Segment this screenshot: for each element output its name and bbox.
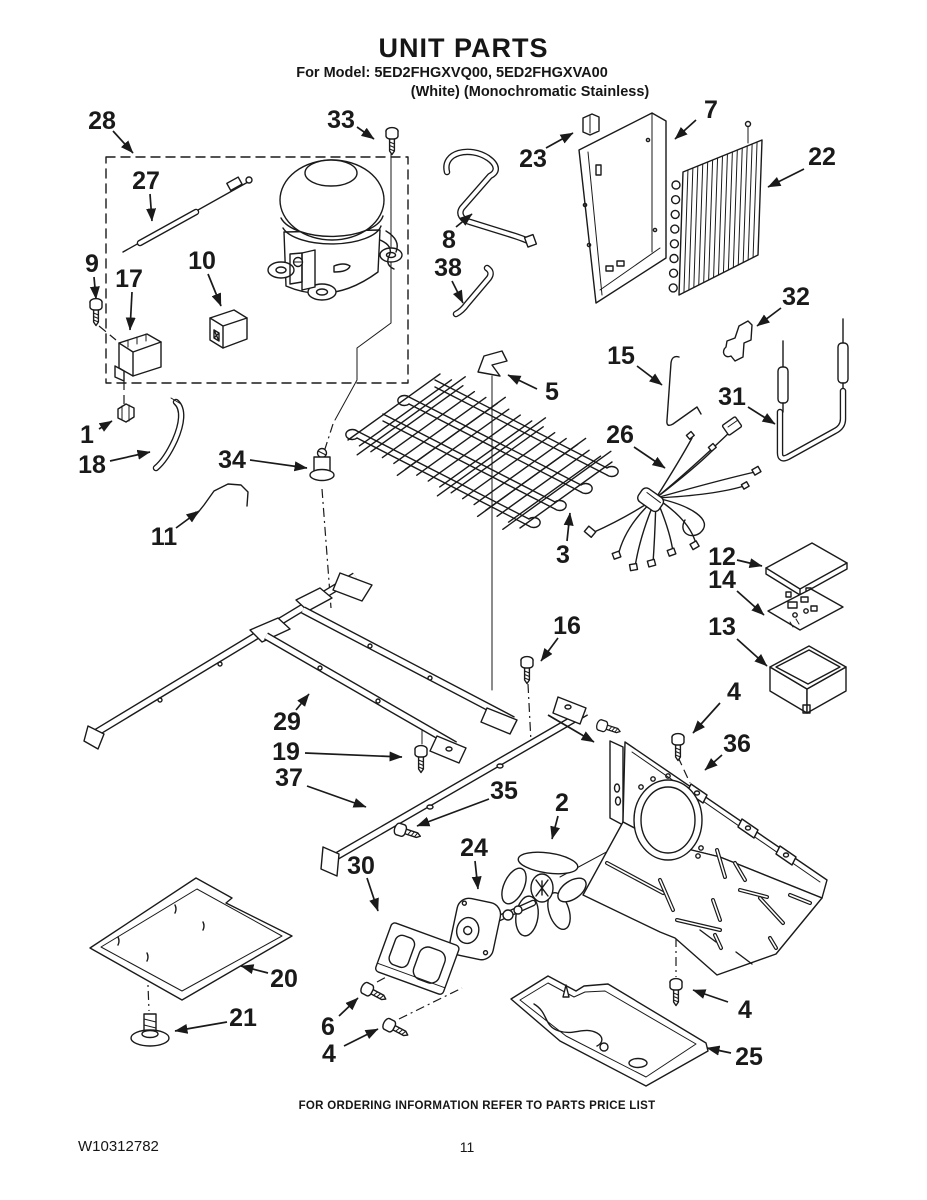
callout-number-35: 35 [490,777,518,805]
document-number: W10312782 [78,1138,159,1155]
model-line: For Model: 5ED2FHGXVQ00, 5ED2FHGXVA00 [296,65,608,81]
control-cover-illustration [766,543,847,597]
callout-number-36: 36 [723,730,751,758]
screw-4-bottom [670,979,682,1006]
base-plate-illustration [583,741,827,975]
callout-number-23: 23 [519,145,547,173]
drain-tube-18-illustration [156,398,181,468]
callout-arrow-2 [552,816,558,839]
callout-number-26: 26 [606,421,634,449]
callout-arrow-36 [705,755,722,770]
wire-clip-11-illustration [193,484,248,517]
page-title: UNIT PARTS [378,33,549,63]
callout-number-1: 1 [80,421,94,449]
callout-arrow-26 [634,447,665,468]
callout-number-18: 18 [78,451,106,479]
callout-arrow-34 [250,460,307,468]
clip-23-illustration [583,114,599,135]
callout-arrow-4 [693,990,728,1002]
relay-illustration [115,334,161,381]
condenser-coil-illustration [669,122,762,296]
callout-arrow-27 [150,194,152,221]
callout-number-29: 29 [273,708,301,736]
control-board-illustration [768,589,843,630]
callout-arrow-12 [737,560,762,566]
callout-number-31: 31 [718,383,746,411]
callout-number-19: 19 [272,738,300,766]
callout-number-17: 17 [115,265,143,293]
callout-number-22: 22 [808,143,836,171]
callout-number-37: 37 [275,764,303,792]
screw-4-left [381,1017,410,1040]
callout-arrow-38 [452,281,463,303]
callout-number-34: 34 [218,446,246,474]
callout-arrow-4 [344,1029,378,1046]
callout-arrow-17 [130,292,132,330]
callout-number-10: 10 [188,247,216,275]
callout-arrow-31 [748,407,775,424]
ordering-note: FOR ORDERING INFORMATION REFER TO PARTS PRICE LIST [298,1100,656,1112]
callout-number-20: 20 [270,965,298,993]
bracket-32-illustration [724,321,752,361]
callout-number-33: 33 [327,106,355,134]
callout-arrow-13 [737,639,767,666]
page-number: 11 [459,1139,475,1155]
callout-number-24: 24 [460,834,488,862]
callout-number-2: 2 [555,789,569,817]
screw4b-line [399,988,462,1019]
grommet-21-illustration [131,1014,169,1046]
hook-tube-15-illustration [667,357,701,426]
grommet-line-upper [324,424,333,452]
callout-arrow-11 [176,511,199,528]
callout-number-30: 30 [347,852,375,880]
motor-bracket-illustration [375,922,460,995]
finish-line: (White) (Monochromatic Stainless) [410,84,650,100]
pan-cover-illustration [90,878,292,1000]
bolt-16 [521,657,533,684]
callout-arrow-22 [768,169,804,187]
screw-33 [386,128,398,155]
callout-number-7: 7 [704,96,718,124]
callout-number-14: 14 [708,566,736,594]
screw-6 [359,981,388,1004]
callout-arrow-25 [707,1048,731,1053]
callout-arrow-19 [305,753,402,757]
callout-number-5: 5 [545,378,559,406]
screw16-line [528,684,531,742]
callout-arrow-20 [241,966,268,973]
callout-arrow-7 [675,120,696,139]
callout-arrow-32 [757,308,781,326]
callout-number-8: 8 [442,226,456,254]
callout-arrow-6 [339,998,358,1016]
screw9-line [99,326,116,340]
callout-arrow-4 [693,703,720,733]
clip-5-illustration [478,351,507,376]
callout-arrow-1 [99,421,112,429]
callout-number-12: 12 [708,543,736,571]
cross-rail-illustration [321,697,586,876]
callout-number-4: 4 [727,678,741,706]
callout-arrow-10 [208,274,221,306]
callout-arrow-21 [175,1022,227,1031]
evaporator-coil-illustration [346,351,618,529]
callout-number-4: 4 [738,996,752,1024]
compressor-illustration [268,160,402,300]
callout-arrow-33 [357,127,374,139]
callout-arrow-37 [307,786,366,807]
evaporator-cover-panel-illustration [579,113,666,303]
callout-number-13: 13 [708,613,736,641]
screw-9 [90,299,102,326]
callout-number-25: 25 [735,1043,763,1071]
compressor-grommet-illustration [310,449,334,481]
callout-number-15: 15 [607,342,635,370]
callout-arrow-16 [541,638,558,661]
screw-35b [595,719,621,737]
callout-arrow-30 [367,878,378,911]
control-box-illustration [770,646,846,713]
screw-4-top [672,734,684,761]
callout-arrow-28 [113,131,133,153]
callout-number-4: 4 [322,1040,336,1068]
callout-arrow-14 [737,591,764,615]
callout-number-21: 21 [229,1004,257,1032]
fan-blade-illustration [497,849,590,937]
callout-number-11: 11 [150,523,178,551]
nut-1-illustration [118,404,134,422]
callout-number-3: 3 [556,541,570,569]
callout-arrow-5 [508,375,537,389]
screw-19 [415,746,427,773]
callout-arrow-3 [567,513,570,541]
callout-number-16: 16 [553,612,581,640]
callout-arrow-18 [110,452,150,461]
callout-number-32: 32 [782,283,810,311]
callout-number-6: 6 [321,1013,335,1041]
overload-device-illustration [210,310,247,348]
callout-arrow-9 [94,277,96,299]
callout-number-38: 38 [434,254,462,282]
callout-number-28: 28 [88,107,116,135]
tube-31 [780,391,843,458]
callout-arrow-24 [475,861,478,889]
callout-number-9: 9 [85,250,99,278]
callout-number-27: 27 [132,167,160,195]
callout-arrow-15 [637,366,662,385]
sensor-probes-illustration [778,319,848,458]
callout-arrow-23 [546,133,573,148]
